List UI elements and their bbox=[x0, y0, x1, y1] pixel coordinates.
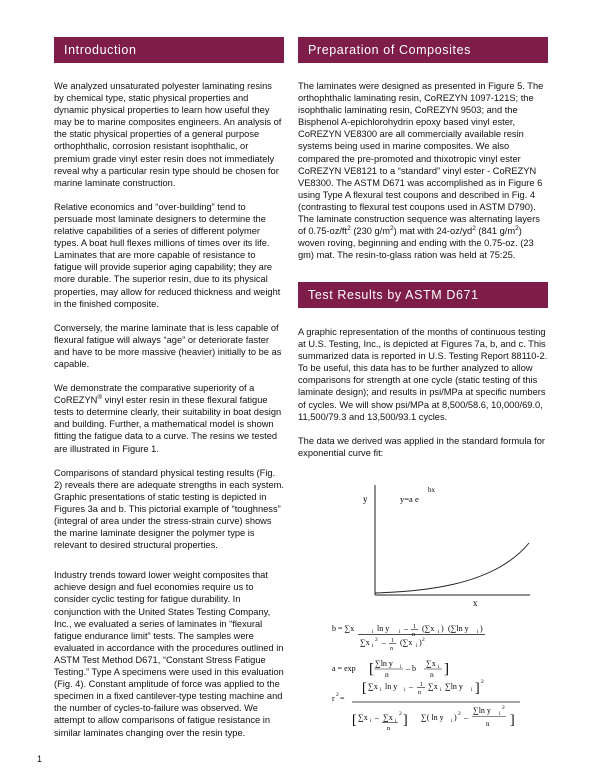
results-paragraph: A graphic representation of the months of continuous testing at U.S. Testing, Inc., is depicted at Figures 7a, b, and c. This summarized data is reported in U.S. Testing Report 88110-2. To be useful, this data has to be further analyzed to allow comparisons for strength at one cycle (static testing of this laminate design); and results in psi/MPa at specific numbers of cycles. We will show psi/MPa at 8,500/58.6, 10,000/69.0, 11,500/79.3 and 13,500/93.1 cycles. bbox=[298, 327, 548, 422]
paren: ) bbox=[441, 624, 444, 633]
formula-r-num2: ln y bbox=[385, 682, 398, 691]
page-number: 1 bbox=[37, 754, 43, 764]
sub: i bbox=[395, 718, 397, 724]
formula-r-d2-minus: – bbox=[464, 713, 468, 722]
formula-r-minus: – bbox=[409, 682, 413, 691]
sup: 2 bbox=[336, 692, 339, 698]
formula-b-sumx: (∑x bbox=[422, 624, 435, 633]
prep-sup4: 2 bbox=[515, 225, 519, 233]
frac-den: n bbox=[390, 646, 393, 652]
formula-r-d1-minus: – bbox=[375, 713, 379, 722]
introduction-heading: Introduction bbox=[54, 37, 284, 63]
formula-b-lny: ln y bbox=[377, 624, 390, 633]
sub: i bbox=[416, 643, 418, 649]
sub: i bbox=[372, 643, 374, 649]
prep-sup3: 2 bbox=[472, 225, 476, 233]
formula-r2-eq: = bbox=[340, 694, 345, 703]
formula-b-den-sumx: ∑x bbox=[360, 638, 370, 647]
formula-a-num2: ∑x bbox=[426, 659, 436, 668]
paren: ) bbox=[480, 624, 483, 633]
sub: i bbox=[451, 718, 453, 724]
sub: i bbox=[499, 711, 501, 717]
registered-mark: ® bbox=[97, 394, 103, 402]
frac-num: 1 bbox=[413, 624, 416, 630]
frac-num: 1 bbox=[391, 638, 394, 644]
formula-b-lhs: b = ∑x bbox=[332, 624, 355, 633]
paren: ) bbox=[419, 638, 422, 647]
formula-r-d1-sumx: ∑x bbox=[383, 713, 393, 722]
sub: i bbox=[438, 629, 440, 635]
bracket: ] bbox=[444, 661, 449, 677]
formula-r-d3: ∑ln y bbox=[473, 706, 491, 715]
prep-a: The laminates were designed as presented in Figure 5. The orthophthalic laminating resin, CoREZYN 1097-121S; the isophthalic laminating resin, CoREZYN 9503; and the Bisphenol A-epichlorohydrin epoxy based vinyl ester, CoREZYN VE8300 are all commercially available resin systems being used in marine composites. We also compared the pre-promoted and thixotropic vinyl ester CoREZYN VE8121 to a “standard” vinyl ester - CoREZYN VE8300. The ASTM D671 was accomplished as in Figure 6 using Type A flexural test coupons and described in Fig. 4 (contrasting to flexural test coupons used in ASTM D790). The laminate construction sequence was alternating layers of 0.75-oz/ft bbox=[298, 81, 544, 237]
sup: 2 bbox=[502, 705, 505, 711]
preparation-heading: Preparation of Composites bbox=[298, 37, 548, 63]
preparation-text bbox=[298, 80, 548, 273]
sup: 2 bbox=[422, 637, 425, 643]
bracket: [ bbox=[352, 713, 357, 728]
formula-b-den-sumxsq: (∑x bbox=[400, 638, 413, 647]
intro-paragraph-4 bbox=[54, 382, 284, 455]
prep-sup2: 2 bbox=[390, 225, 394, 233]
formula-r-num: ∑x bbox=[368, 682, 378, 691]
curve-equation-exponent: bx bbox=[428, 486, 435, 494]
intro-paragraph-2: Relative economics and “over-building” tend to persuade most laminate designers to determine the relative capabilities of a series of different polymer types. A boat hull flexes millions of times over its life. Laminates that are more capable of resistance to fatigue will provide superior aging capability; they are more durable. The superior resin, due to its physical properties, may allow for reduced thickness and weight in the finished composite. bbox=[54, 201, 281, 309]
y-axis-label: y bbox=[363, 494, 368, 504]
test-results-heading: Test Results by ASTM D671 bbox=[298, 282, 548, 308]
frac-den: n bbox=[412, 632, 415, 638]
prep-b: (230 g/m bbox=[350, 226, 391, 237]
frac-num: 1 bbox=[420, 682, 423, 688]
formula-a-den1: n bbox=[385, 670, 389, 679]
curve-equation: y=a e bbox=[400, 494, 419, 504]
derived-paragraph: The data we derived was applied in the standard formula for exponential curve fit: bbox=[298, 435, 546, 458]
bracket: ] bbox=[475, 681, 480, 696]
exponential-curve-graph bbox=[300, 475, 550, 610]
formula-a-lhs: a = exp bbox=[332, 664, 356, 673]
bracket: [ bbox=[362, 681, 367, 696]
intro-paragraph-1: We analyzed unsaturated polyester laminating resins by chemical type, static physical properties and dynamic physical properties to learn how useful they may be to marine composites engineers. An analysis of the static physical properties of a general purpose orthophthalic, corrosion resistant isophthalic, or premium grade vinyl ester resin does not immediately reveal why a particular resin type should be chosen for marine laminate construction. bbox=[54, 81, 282, 188]
exponential-curve bbox=[375, 543, 529, 593]
sub: i bbox=[370, 718, 372, 724]
formula-a-minus: – b bbox=[406, 664, 416, 673]
formula-r-sums2: ∑ln y bbox=[445, 682, 463, 691]
intro-paragraph-5: Comparisons of standard physical testing results (Fig. 2) reveals there are adequate strengths in each system. Graphic presentations of static testing is depicted in Figures 3a and b. This pictorial example of “toughness” (integral of area under the stress-strain curve) shows the marine laminate designer the polymer type is relevant to desired structural properties. bbox=[54, 467, 284, 551]
sub: i bbox=[404, 687, 406, 693]
formula-r-sums: ∑x bbox=[428, 682, 438, 691]
bracket: ] bbox=[510, 713, 515, 728]
sub: i bbox=[471, 687, 473, 693]
bracket: ] bbox=[403, 713, 408, 728]
prep-d: (841 g/m bbox=[475, 226, 516, 237]
formula-b-den-minus: – bbox=[382, 638, 386, 647]
intro-paragraph-3: Conversely, the marine laminate that is less capable of flexural fatigue will always “age” or deteriorate faster and have to be more massive (heavier) initially to be as capable. bbox=[54, 322, 282, 369]
formula-r-d2-paren: ) bbox=[454, 713, 457, 722]
preparation-paragraph bbox=[298, 80, 548, 261]
para4-text-b: vinyl ester resin in these flexural fatigue tests to determine clearly, their suitability in boat design and building. Further, a mathematical model is shown fitting the fatigue data to a curve. The resins we tested are illustrated in Figure 1. bbox=[54, 395, 282, 454]
intro-paragraph-6: Industry trends toward lower weight composites that achieve design and fuel economies require us to consider cyclic testing for fatigue durability. In conjunction with the United States Testing Company, Inc., we evaluated a series of laminates in “flexural fatigue endurance limit” tests. The samples were evaluated in accordance with the procedures outlined in ASTM Test Method D671, “Constant Stress Fatigue Testing.” Type A specimens were used in this evaluation (Fig. 4). Constant amplitude of force was applied to the specimen in a fixed cantilever-type testing machine and the number of cycles-to-failure was observed. We attempt to allow comparisons of fatigue resistance in similar laminates changing over the resin type. bbox=[54, 570, 284, 738]
sup: 2 bbox=[481, 679, 484, 685]
sub: i bbox=[400, 664, 402, 670]
para4-text-a: We demonstrate the comparative superiority of a CoREZYN bbox=[54, 383, 255, 406]
bracket: [ bbox=[369, 661, 374, 677]
formula-b-minus: – bbox=[404, 624, 408, 633]
formula-r-d1: ∑x bbox=[358, 713, 368, 722]
formula-a-num1: ∑ln y bbox=[375, 659, 393, 668]
frac-den: n bbox=[418, 690, 421, 696]
sub: i bbox=[477, 629, 479, 635]
formula-b-sumlny: (∑ln y bbox=[448, 624, 469, 633]
sub: i bbox=[440, 687, 442, 693]
sup: 2 bbox=[375, 637, 378, 643]
frac-den: n bbox=[486, 720, 490, 728]
formula-r-d2: ∑( ln y bbox=[421, 713, 444, 722]
results-text bbox=[298, 326, 548, 471]
left-column bbox=[54, 80, 284, 751]
formula-a-den2: n bbox=[430, 670, 434, 679]
frac-den: n bbox=[387, 725, 391, 732]
sub: i bbox=[380, 687, 382, 693]
prep-sup1: 2 bbox=[347, 225, 351, 233]
sub: i bbox=[438, 664, 440, 670]
sup: 2 bbox=[458, 711, 461, 717]
sup: 2 bbox=[399, 711, 402, 717]
regression-formulas bbox=[330, 615, 560, 740]
prep-c: ) mat with 24-oz/yd bbox=[393, 226, 473, 237]
x-axis-label: x bbox=[473, 598, 478, 608]
sub: i bbox=[372, 629, 374, 635]
formula-r2: r bbox=[332, 694, 335, 703]
prep-e: ) woven roving, beginning and ending with the 0.75-oz. (23 gm) mat. The resin-to-glass ration was held at 75:25. bbox=[298, 226, 534, 261]
sub: i bbox=[399, 629, 401, 635]
